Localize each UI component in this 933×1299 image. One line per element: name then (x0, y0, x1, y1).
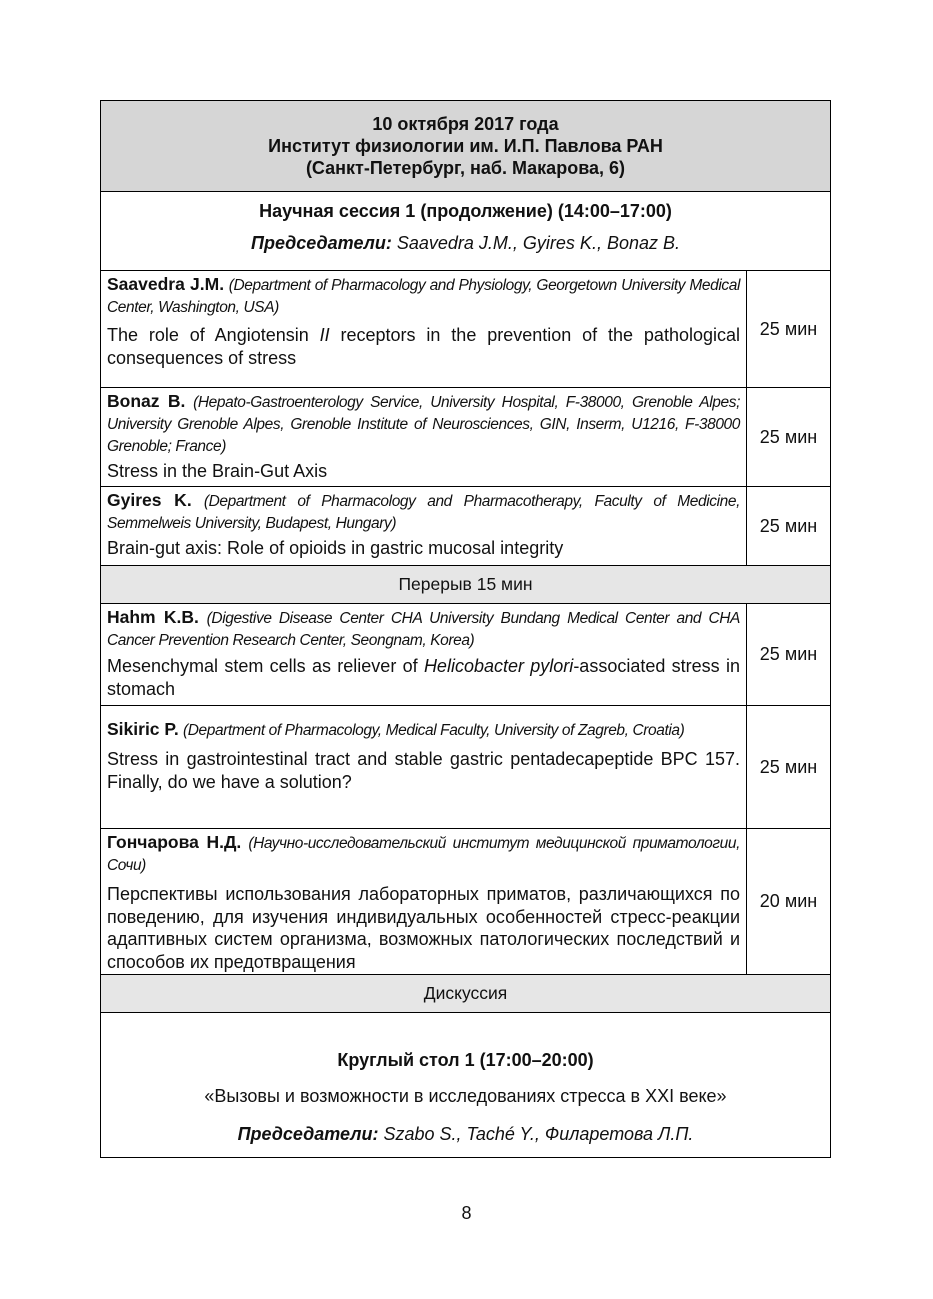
session-header (101, 191, 830, 270)
discussion-row: Дискуссия (101, 974, 830, 1012)
round-table (101, 1012, 830, 1157)
talk-row (101, 486, 830, 565)
talk-author: Hahm K.B. (107, 607, 199, 627)
round-table-title: Круглый стол 1 (17:00–20:00) (337, 1050, 594, 1070)
chairs-label: Председатели: (237, 1124, 379, 1144)
talk-author: Гончарова Н.Д. (107, 832, 242, 852)
talk-author-line (107, 606, 740, 652)
talk-duration: 25 мин (759, 756, 818, 777)
talk-duration: 25 мин (759, 426, 818, 447)
talk-author-line (107, 273, 740, 319)
session-title: Научная сессия 1 (продолжение) (14:00–17:00) (259, 201, 672, 221)
talk-author-line (107, 718, 740, 742)
talk-title (107, 324, 740, 370)
header-date: 10 октября 2017 года (372, 114, 559, 134)
header-institute: Институт физиологии им. И.П. Павлова РАН (268, 136, 663, 156)
day-header (101, 101, 830, 191)
talk-affiliation: (Department of Pharmacology and Pharmacotherapy, Faculty of Medicine, Semmelweis University, Budapest, Hungary) (107, 493, 740, 532)
talk-affiliation: (Научно-исследовательский институт медицинской приматологии, Сочи) (107, 835, 740, 874)
talk-duration: 25 мин (759, 515, 818, 536)
break-row: Перерыв 15 мин (101, 565, 830, 603)
talk-author: Sikiric P. (107, 719, 179, 739)
talk-author: Gyires K. (107, 490, 192, 510)
talk-content (101, 388, 747, 486)
talk-author: Bonaz B. (107, 391, 186, 411)
talk-title: Brain-gut axis: Role of opioids in gastric mucosal integrity (107, 538, 564, 558)
talk-content (101, 487, 747, 565)
talk-content (101, 271, 747, 387)
chairs-names: Szabo S., Taché Y., Филаретова Л.П. (378, 1124, 694, 1144)
talk-title-italic: II (319, 325, 330, 345)
talk-title-part: Mesenchymal stem cells as reliever of (107, 656, 424, 676)
talk-title-italic: Helicobacter pylori (423, 656, 574, 676)
talk-title-part: The role of Angiotensin (107, 325, 320, 345)
talk-content (101, 706, 747, 828)
round-table-chairs (238, 1123, 694, 1145)
talk-title: Stress in the Brain-Gut Axis (107, 461, 328, 481)
talk-author-line (107, 489, 740, 535)
talk-affiliation: (Department of Pharmacology and Physiology, Georgetown University Medical Center, Washington, USA) (107, 277, 740, 316)
talk-row (101, 603, 830, 705)
program-table (100, 100, 831, 1158)
talk-duration: 25 мин (759, 644, 818, 664)
header-address: (Санкт-Петербург, наб. Макарова, 6) (305, 158, 626, 178)
page-number: 8 (461, 1203, 472, 1223)
talk-duration: 25 мин (759, 318, 818, 339)
talk-title (107, 655, 740, 701)
talk-row (101, 270, 830, 387)
chairs-names: Saavedra J.M., Gyires K., Bonaz B. (391, 233, 680, 253)
talk-affiliation: (Hepato-Gastroenterology Service, University Hospital, F-38000, Grenoble Alpes; University Grenoble Alpes, Grenoble Institute of Neurosciences, GIN, Inserm, U1216, F-38000 Grenoble; France) (107, 394, 740, 455)
talk-content (101, 604, 747, 705)
round-table-subtitle: «Вызовы и возможности в исследованиях стресса в XXI веке» (204, 1086, 727, 1106)
talk-row (101, 705, 830, 828)
talk-duration: 20 мин (759, 891, 818, 911)
talk-title: Перспективы использования лабораторных приматов, различающихся по поведению, для изучения индивидуальных особенностей стресс-реакции адаптивных систем организма, возможных патологических последствий и способов их предотвращения (107, 884, 740, 972)
talk-affiliation: (Digestive Disease Center CHA University Bundang Medical Center and CHA Cancer Prevention Research Center, Seongnam, Korea) (107, 610, 740, 649)
talk-author-line (107, 831, 740, 877)
talk-affiliation: (Department of Pharmacology, Medical Faculty, University of Zagreb, Croatia) (183, 722, 685, 739)
talk-title-part: receptors in the prevention of the pathological consequences of stress (107, 325, 740, 368)
talk-title-part: -associated stress in stomach (107, 656, 740, 699)
talk-author-line (107, 390, 740, 458)
talk-title: Stress in gastrointestinal tract and stable gastric pentadecapeptide BPC 157. Finally, do we have a solution? (107, 749, 740, 792)
session-chairs (251, 232, 680, 254)
chairs-label: Председатели: (251, 233, 392, 253)
talk-content (101, 829, 747, 974)
talk-author: Saavedra J.M. (107, 274, 225, 294)
talk-row (101, 387, 830, 486)
talk-row (101, 828, 830, 974)
